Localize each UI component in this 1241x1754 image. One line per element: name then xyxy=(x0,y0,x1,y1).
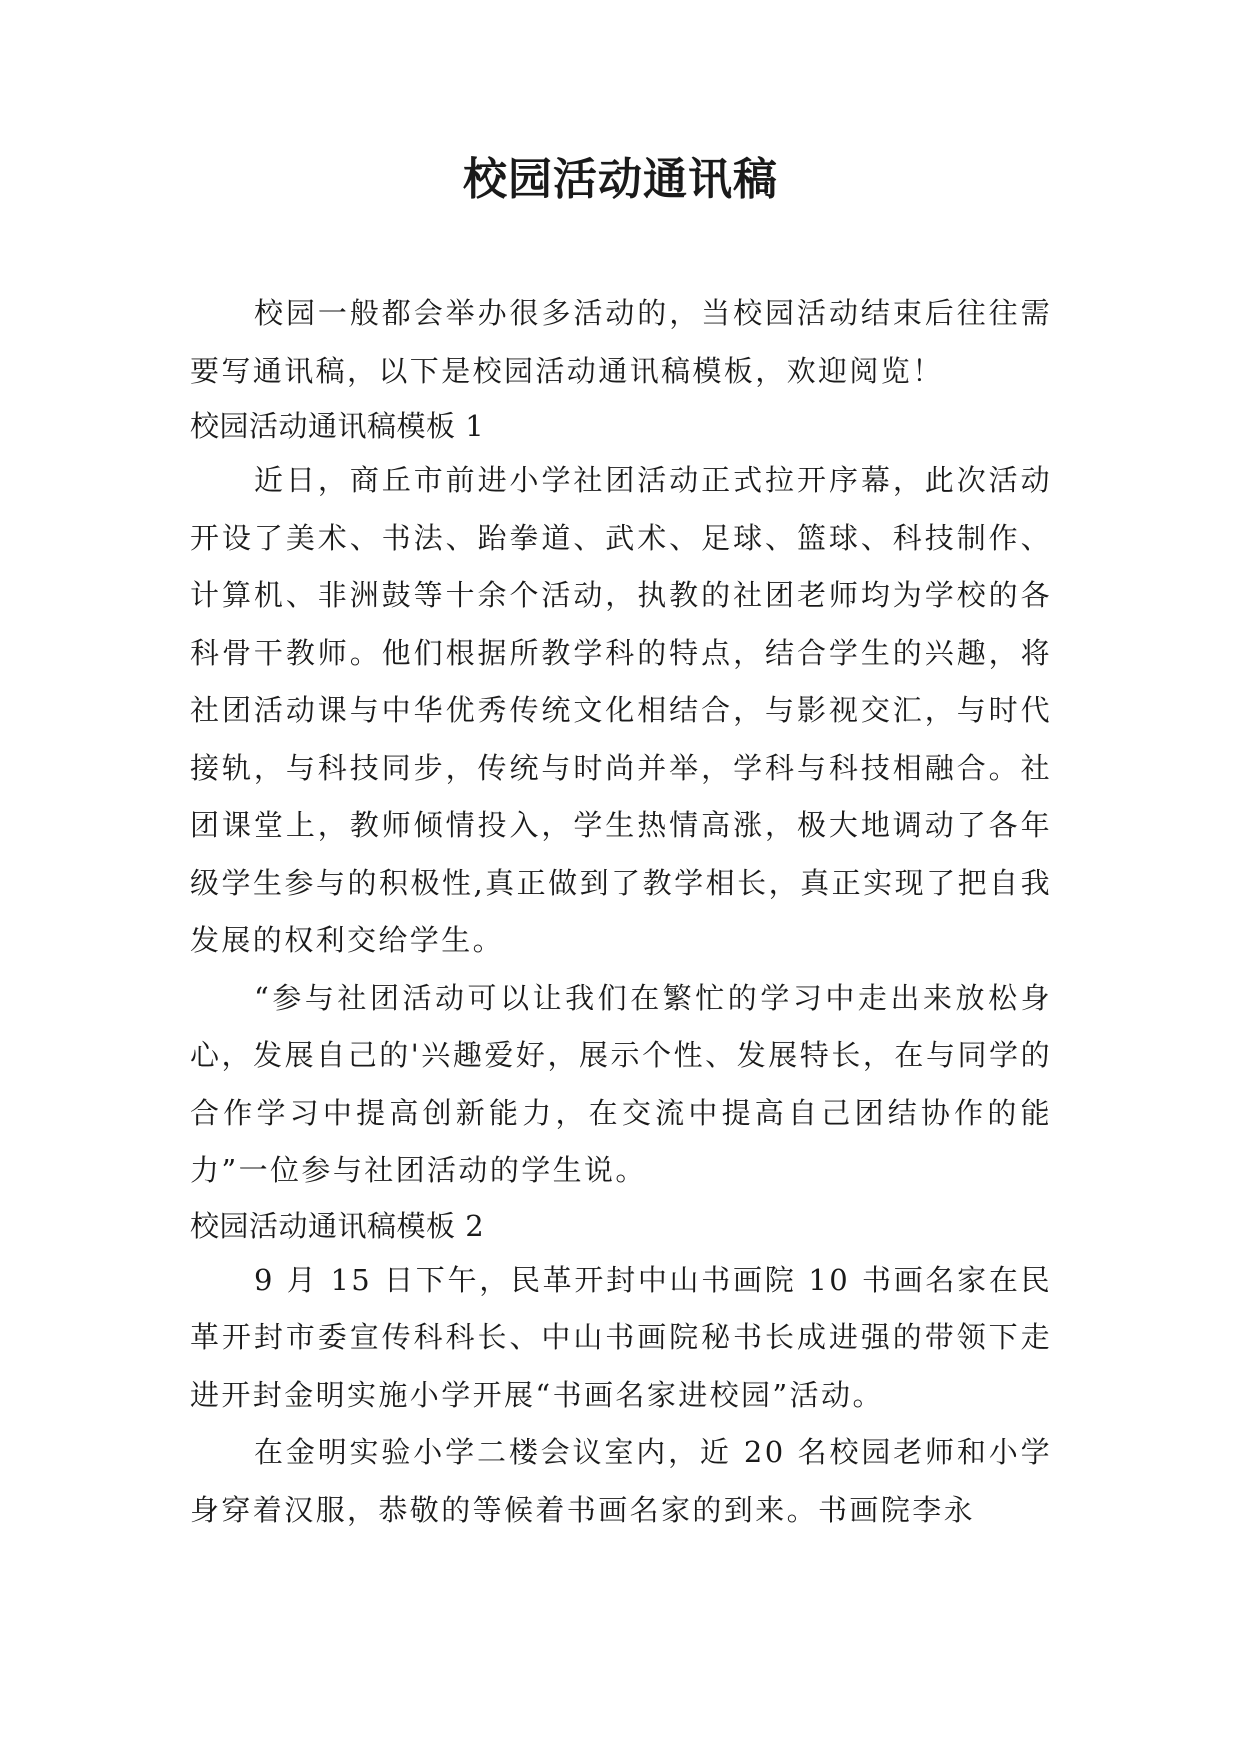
body-paragraph: 近日，商丘市前进小学社团活动正式拉开序幕，此次活动开设了美术、书法、跆拳道、武术、足球、篮球、科技制作、计算机、非洲鼓等十余个活动，执教的社团老师均为学校的各科骨干教师。他们根据所教学科的特点，结合学生的兴趣，将社团活动课与中华优秀传统文化相结合，与影视交汇，与时代接轨，与科技同步，传统与时尚并举，学科与科技相融合。社团课堂上，教师倾情投入，学生热情高涨，极大地调动了各年级学生参与的积极性,真正做到了教学相长，真正实现了把自我发展的权利交给学生。 xyxy=(190,463,1052,957)
intro-paragraph: 校园一般都会举办很多活动的，当校园活动结束后往往需要写通讯稿，以下是校园活动通讯稿模板，欢迎阅览！ xyxy=(190,296,1052,388)
body-paragraph: 9 月 15 日下午，民革开封中山书画院 10 书画名家在民革开封市委宣传科科长、中山书画院秘书长成进强的带领下走进开封金明实施小学开展“书画名家进校园”活动。 xyxy=(190,1262,1052,1412)
document-title: 校园活动通讯稿 xyxy=(463,154,778,205)
body-paragraph: 在金明实验小学二楼会议室内，近 20 名校园老师和小学身穿着汉服，恭敬的等候着书画名家的到来。书画院李永 xyxy=(190,1435,1052,1527)
document-body xyxy=(190,285,1052,1539)
section-heading-2: 校园活动通讯稿模板 2 xyxy=(190,1208,485,1243)
section-heading-1: 校园活动通讯稿模板 1 xyxy=(190,409,485,443)
quote-paragraph: “参与社团活动可以让我们在繁忙的学习中走出来放松身心，发展自己的'兴趣爱好，展示个性、发展特长，在与同学的合作学习中提高创新能力，在交流中提高自己团结协作的能力”一位参与社团活动的学生说。 xyxy=(190,980,1052,1187)
